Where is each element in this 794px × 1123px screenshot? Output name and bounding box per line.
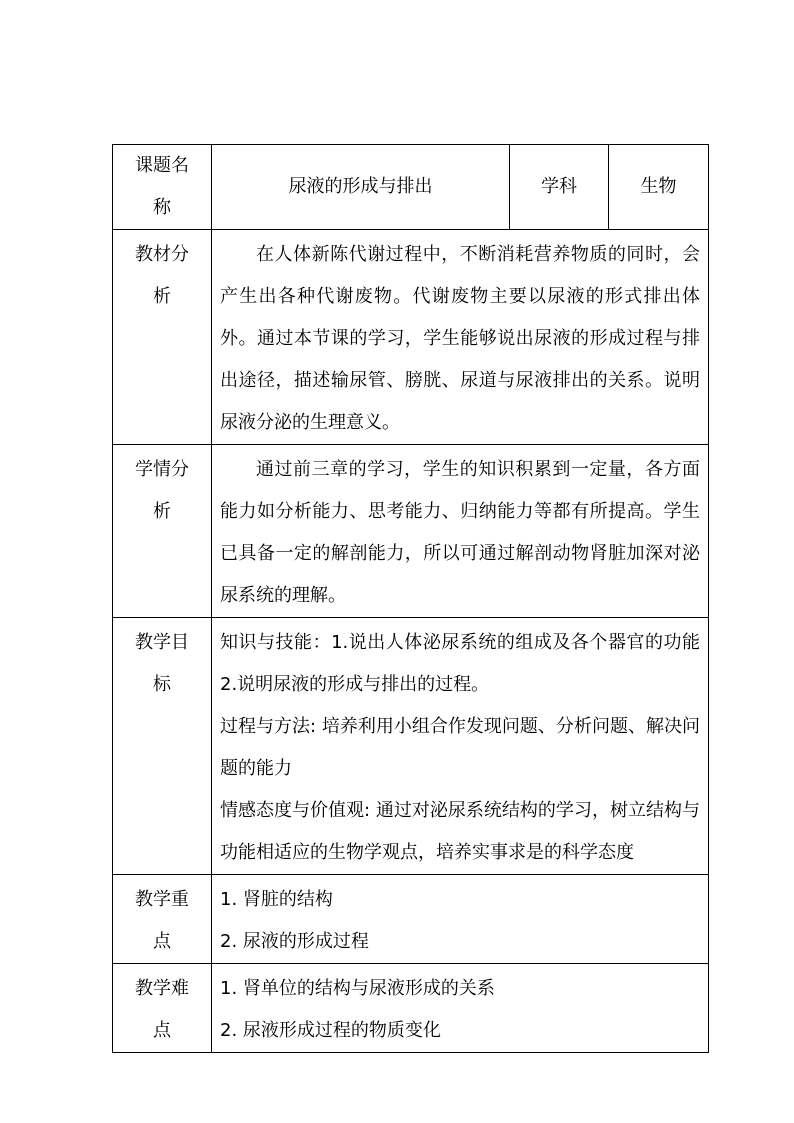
title-label-cell [113,145,212,230]
textbook-analysis-label: 教材分析 [135,244,189,307]
key-point-item: 2. 尿液的形成过程 [220,931,369,952]
title-value: 尿液的形成与排出 [288,176,433,197]
textbook-analysis-row [113,230,709,445]
key-points-label-cell [113,875,212,964]
difficult-points-row [113,964,709,1053]
student-analysis-label: 学情分析 [135,459,189,522]
goal-process-method: 过程与方法: 培养利用小组合作发现问题、分析问题、解决问题的能力 [220,716,700,779]
subject-label: 学科 [541,176,577,197]
subject-value: 生物 [640,176,677,197]
student-analysis-text: 通过前三章的学习，学生的知识积累到一定量，各方面能力如分析能力、思考能力、归纳能力等都有所提高。学生已具备一定的解剖能力，所以可通过解剖动物肾脏加深对泌尿系统的理解。 [220,459,700,606]
student-analysis-label-cell [113,445,212,618]
teaching-goals-label-cell [113,618,212,875]
difficult-points-content-cell [212,964,709,1053]
teaching-goals-label: 教学目标 [135,632,189,695]
textbook-analysis-label-cell [113,230,212,445]
key-points-row [113,875,709,964]
teaching-goals-content-cell [212,618,709,875]
student-analysis-content-cell [212,445,709,618]
goal-emotion-values: 情感态度与价值观: 通过对泌尿系统结构的学习，树立结构与功能相适应的生物学观点，培养实事求是的科学态度 [220,800,700,863]
key-points-content-cell [212,875,709,964]
key-point-item: 1. 肾脏的结构 [220,889,333,910]
key-points-label: 教学重点 [135,889,189,952]
textbook-analysis-content-cell [212,230,709,445]
teaching-goals-row [113,618,709,875]
difficult-points-label-cell [113,964,212,1053]
title-label: 课题名称 [135,155,189,218]
difficult-point-item: 2. 尿液形成过程的物质变化 [220,1020,441,1041]
title-value-cell [212,145,510,230]
difficult-point-item: 1. 肾单位的结构与尿液形成的关系 [220,978,495,999]
subject-value-cell [609,145,709,230]
title-row [113,145,709,230]
student-analysis-row [113,445,709,618]
lesson-plan-table [112,144,709,1053]
goal-knowledge-skills: 知识与技能：1.说出人体泌尿系统的组成及各个器官的功能 2.说明尿液的形成与排出的过程。 [220,632,700,695]
subject-label-cell [510,145,609,230]
difficult-points-label: 教学难点 [135,978,189,1041]
textbook-analysis-text: 在人体新陈代谢过程中，不断消耗营养物质的同时，会产生出各种代谢废物。代谢废物主要以尿液的形式排出体外。通过本节课的学习，学生能够说出尿液的形成过程与排出途径，描述输尿管、膀胱、尿道与尿液排出的关系。说明尿液分泌的生理意义。 [220,244,700,433]
